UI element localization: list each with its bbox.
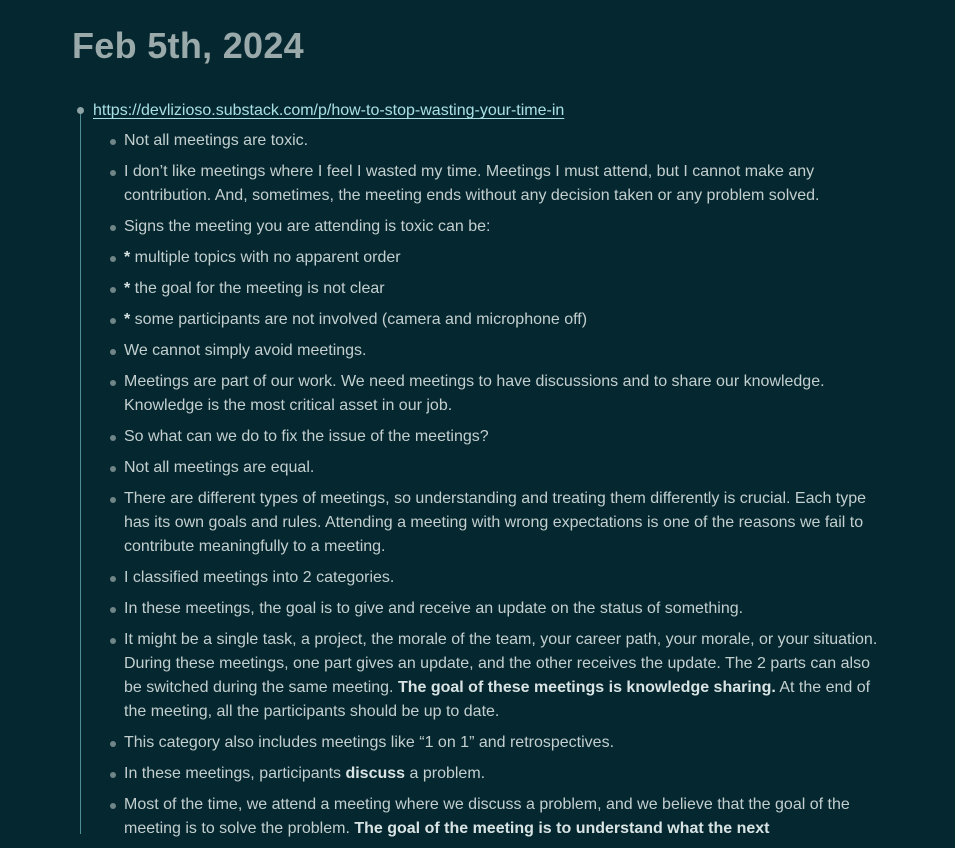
child-block[interactable] [124, 425, 884, 449]
block-bold-text: discuss [345, 765, 406, 782]
block-text: I classified meetings into 2 categories. [124, 569, 395, 586]
child-block[interactable] [124, 793, 884, 841]
child-block[interactable] [124, 277, 884, 301]
root-block-link[interactable]: https://devlizioso.substack.com/p/how-to-stop-wasting-your-time-in [93, 102, 565, 119]
block-text: some participants are not involved (camera and microphone off) [130, 311, 588, 328]
child-block[interactable] [124, 246, 884, 270]
block-bold-text: * [124, 311, 131, 328]
child-blocks-list [124, 129, 884, 848]
block-text: We cannot simply avoid meetings. [124, 342, 367, 359]
child-block[interactable] [124, 370, 884, 418]
block-bold-text: * [124, 249, 131, 266]
block-text: a problem. [405, 765, 486, 782]
block-text: It might be a single task, a project, the morale of the team, your career path, your morale, or your situation. During these meetings, one part gives an update, and the other receives the update. The 2 parts can also be switched during the same meeting. [124, 631, 878, 696]
children-thread-line [80, 114, 81, 834]
child-block[interactable] [124, 339, 884, 363]
root-block-bullet[interactable] [77, 107, 84, 114]
page-title: Feb 5th, 2024 [72, 25, 304, 66]
block-text: the goal for the meeting is not clear [130, 280, 385, 297]
child-block[interactable] [124, 762, 884, 786]
block-text: Most of the time, we attend a meeting where we discuss a problem, and we believe that the goal of the meeting is to solve the problem. [124, 796, 850, 837]
child-block[interactable] [124, 160, 884, 208]
block-text: In these meetings, the goal is to give and receive an update on the status of something. [124, 600, 744, 617]
block-bold-text: The goal of these meetings is knowledge sharing. [397, 679, 776, 696]
block-text: This category also includes meetings like “1 on 1” and retrospectives. [124, 734, 615, 751]
block-text: multiple topics with no apparent order [130, 249, 401, 266]
block-bold-text: * [124, 280, 131, 297]
child-block[interactable] [124, 487, 884, 559]
block-bold-text: The goal of the meeting is to understand what the next [354, 820, 770, 837]
child-block[interactable] [124, 597, 884, 621]
child-block[interactable] [124, 566, 884, 590]
block-text: Meetings are part of our work. We need meetings to have discussions and to share our knowledge. Knowledge is the most critical asset in our job. [124, 373, 825, 414]
child-block[interactable] [124, 456, 884, 480]
block-text: At the end of the meeting, all the participants should be up to date. [124, 679, 871, 720]
block-text: Signs the meeting you are attending is toxic can be: [124, 218, 491, 235]
block-text: There are different types of meetings, so understanding and treating them differently is crucial. Each type has its own goals and rules. Attending a meeting with wrong expectations is one of the reasons we fail to contribute meaningfully to a meeting. [124, 490, 867, 555]
block-text: Not all meetings are toxic. [124, 132, 309, 149]
block-text: I don’t like meetings where I feel I wasted my time. Meetings I must attend, but I cannot make any contribution. And, sometimes, the meeting ends without any decision taken or any problem solved. [124, 163, 820, 204]
block-text: Not all meetings are equal. [124, 459, 315, 476]
child-block[interactable] [124, 628, 884, 724]
child-block[interactable] [124, 731, 884, 755]
block-text: So what can we do to fix the issue of the meetings? [124, 428, 489, 445]
child-block[interactable] [124, 308, 884, 332]
block-text: In these meetings, participants [124, 765, 346, 782]
child-block[interactable] [124, 129, 884, 153]
child-block[interactable] [124, 215, 884, 239]
